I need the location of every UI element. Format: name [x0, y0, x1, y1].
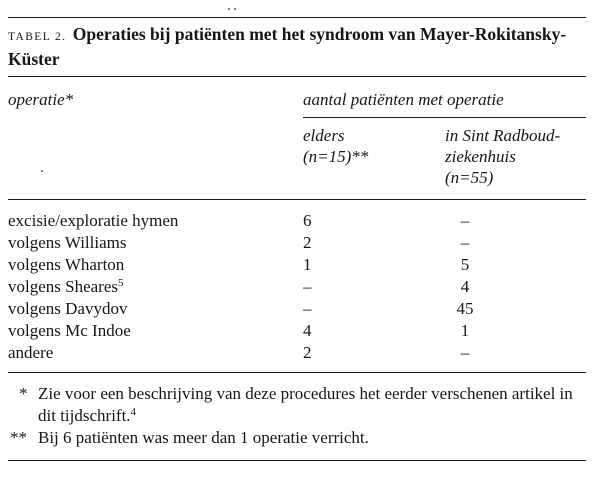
row-radboud: –	[460, 233, 470, 252]
footnote-text	[38, 383, 590, 427]
print-speck	[228, 8, 230, 10]
footnote-mark: **	[10, 428, 27, 447]
header-operation: operatie*	[8, 90, 74, 109]
row-radboud: 1	[460, 321, 470, 340]
reference-superscript: 5	[118, 277, 124, 289]
body-rule	[8, 372, 586, 373]
row-radboud: 5	[460, 255, 470, 274]
header-radboud-line3: (n=55)	[445, 168, 494, 187]
row-radboud: –	[460, 211, 470, 230]
top-rule	[8, 17, 586, 18]
table-caption	[8, 23, 588, 70]
row-elders: –	[303, 277, 312, 296]
footnote-text: Bij 6 patiënten was meer dan 1 operatie verricht.	[38, 428, 369, 447]
row-elders: 2	[303, 343, 312, 362]
row-operation: volgens Wharton	[8, 255, 125, 274]
row-radboud: 45	[456, 299, 474, 318]
row-operation	[8, 276, 124, 297]
table-title: Operaties bij patiënten met het syndroom van Mayer-Rokitansky-Küster	[8, 24, 567, 69]
print-speck	[234, 8, 236, 10]
reference-superscript: 4	[130, 406, 137, 418]
row-operation: volgens Mc Indoe	[8, 321, 131, 340]
header-elders-line2: (n=15)**	[303, 147, 369, 166]
row-radboud: –	[460, 343, 470, 362]
header-elders-line1: elders	[303, 126, 345, 145]
footnote	[10, 427, 590, 449]
row-operation: excisie/exploratie hymen	[8, 211, 179, 230]
print-speck	[41, 170, 43, 172]
row-elders: 1	[303, 255, 312, 274]
row-elders: 6	[303, 211, 312, 230]
header-rule	[8, 199, 586, 200]
table-label: TABEL 2.	[8, 31, 67, 43]
row-elders: 2	[303, 233, 312, 252]
footnote	[10, 383, 590, 427]
header-group: aantal patiënten met operatie	[303, 90, 504, 109]
row-operation: volgens Williams	[8, 233, 127, 252]
row-operation: volgens Davydov	[8, 299, 128, 318]
caption-rule	[8, 76, 586, 77]
footnote-mark: *	[19, 384, 28, 403]
group-rule	[303, 117, 586, 118]
row-elders: –	[303, 299, 312, 318]
row-elders: 4	[303, 321, 312, 340]
row-operation-text: volgens Sheares	[8, 277, 119, 296]
header-radboud-line1: in Sint Radboud-	[445, 126, 561, 145]
row-operation: andere	[8, 343, 54, 362]
bottom-rule	[8, 460, 586, 461]
footnote-body: Zie voor een beschrijving van deze procedures het eerder verschenen artikel in dit tijdschrift.	[38, 384, 573, 425]
header-radboud-line2: ziekenhuis	[445, 147, 516, 166]
row-radboud: 4	[460, 277, 470, 296]
